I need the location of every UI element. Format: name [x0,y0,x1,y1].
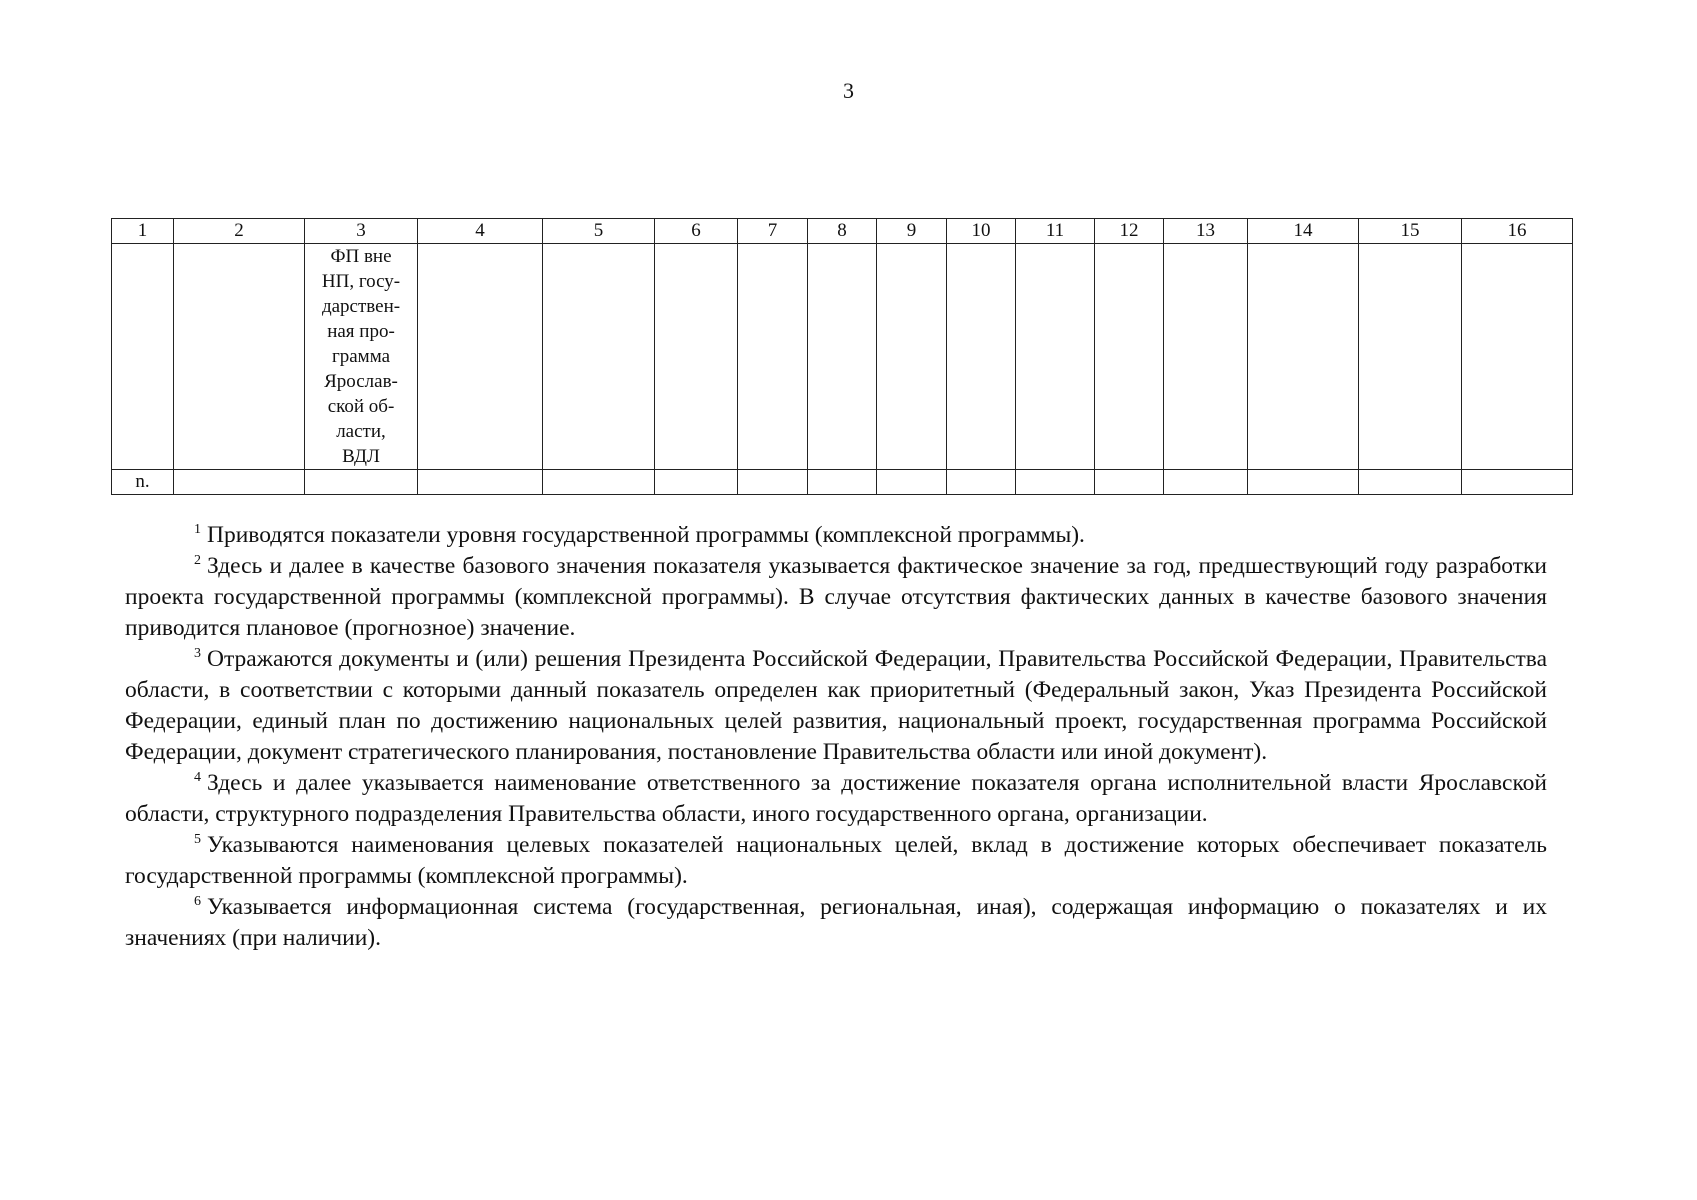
column-number-8: 8 [808,219,877,244]
table-row [112,244,1573,470]
footnote-text: Отражаются документы и (или) решения Президента Российской Федерации, Правительства Российской Федерации, Правительства области, в соответствии с которыми данный показатель определен как приоритетный (Федеральный закон, Указ Президента Российской Федерации, единый план по достижению национальных целей развития, национальный проект, государственная программа Российской Федерации, документ стратегического планирования, постановление Правительства области или иной документ). [125,646,1547,765]
table-cell [305,470,418,495]
table-header-row [112,219,1573,244]
table-cell [1095,470,1164,495]
table-cell [112,244,174,470]
table-cell [1095,244,1164,470]
table-cell [808,470,877,495]
table-cell [655,244,738,470]
cell-line: ласти, [336,421,386,442]
column-number-10: 10 [947,219,1016,244]
column-number-6: 6 [655,219,738,244]
table-cell [947,470,1016,495]
cell-line: Ярослав- [324,371,398,392]
cell-line: дарствен- [321,296,401,317]
cell-line: ВДЛ [342,446,380,467]
column-number-3: 3 [305,219,418,244]
table-cell [877,470,947,495]
table-cell [1462,470,1573,495]
table-cell-program-type [305,244,418,470]
footnote-4 [125,768,1547,830]
table-row-last [112,470,1573,495]
table-cell [1462,244,1573,470]
footnote-1 [125,520,1547,551]
table-cell [655,470,738,495]
table-cell [738,244,808,470]
footnote-marker: 5 [194,832,201,847]
footnote-text: Здесь и далее в качестве базового значения показателя указывается фактическое значение за год, предшествующий году разработки проекта государственной программы (комплексной программы). В случае отсутствия фактических данных в качестве базового значения приводится плановое (прогнозное) значение. [125,553,1547,641]
footnote-2 [125,551,1547,644]
page-number: 3 [843,78,854,103]
table-cell [418,244,543,470]
table-cell [174,244,305,470]
column-number-2: 2 [174,219,305,244]
cell-line: ная про- [327,321,395,342]
table-cell [543,244,655,470]
table-cell [1359,244,1462,470]
column-number-15: 15 [1359,219,1462,244]
column-number-13: 13 [1164,219,1248,244]
footnote-text: Указывается информационная система (государственная, региональная, иная), содержащая информацию о показателях и их значениях (при наличии). [125,894,1547,951]
column-number-5: 5 [543,219,655,244]
cell-line: НП, госу- [321,271,401,292]
footnote-marker: 2 [194,553,201,568]
table-cell [1359,470,1462,495]
footnotes [125,520,1547,954]
table-cell [1164,470,1248,495]
table-cell [418,470,543,495]
table-cell [543,470,655,495]
footnote-text: Приводятся показатели уровня государственной программы (комплексной программы). [207,522,1085,548]
column-number-7: 7 [738,219,808,244]
table-cell [947,244,1016,470]
footnote-text: Указываются наименования целевых показателей национальных целей, вклад в достижение которых обеспечивает показатель государственной программы (комплексной программы). [125,832,1547,889]
table-cell [1016,470,1095,495]
table-cell [1248,244,1359,470]
table-cell [738,470,808,495]
table-cell [174,470,305,495]
footnote-marker: 3 [194,646,201,661]
footnote-3 [125,644,1547,768]
table-cell [1248,470,1359,495]
column-number-11: 11 [1016,219,1095,244]
cell-line: ФП вне [330,246,392,267]
row-number-cell: n. [112,470,174,495]
table-cell [1016,244,1095,470]
footnote-6 [125,892,1547,954]
table-cell [1164,244,1248,470]
column-number-14: 14 [1248,219,1359,244]
cell-line: грамма [331,346,391,367]
column-number-4: 4 [418,219,543,244]
footnote-text: Здесь и далее указывается наименование ответственного за достижение показателя органа исполнительной власти Ярославской области, структурного подразделения Правительства области, иного государственного органа, организации. [125,770,1547,827]
footnote-marker: 1 [194,522,201,537]
column-number-9: 9 [877,219,947,244]
table-cell [877,244,947,470]
cell-line: ской об- [327,396,395,417]
footnote-marker: 6 [194,894,201,909]
column-number-1: 1 [112,219,174,244]
indicator-table [111,218,1573,495]
column-number-12: 12 [1095,219,1164,244]
footnote-marker: 4 [194,770,201,785]
column-number-16: 16 [1462,219,1573,244]
footnote-5 [125,830,1547,892]
table-cell [808,244,877,470]
